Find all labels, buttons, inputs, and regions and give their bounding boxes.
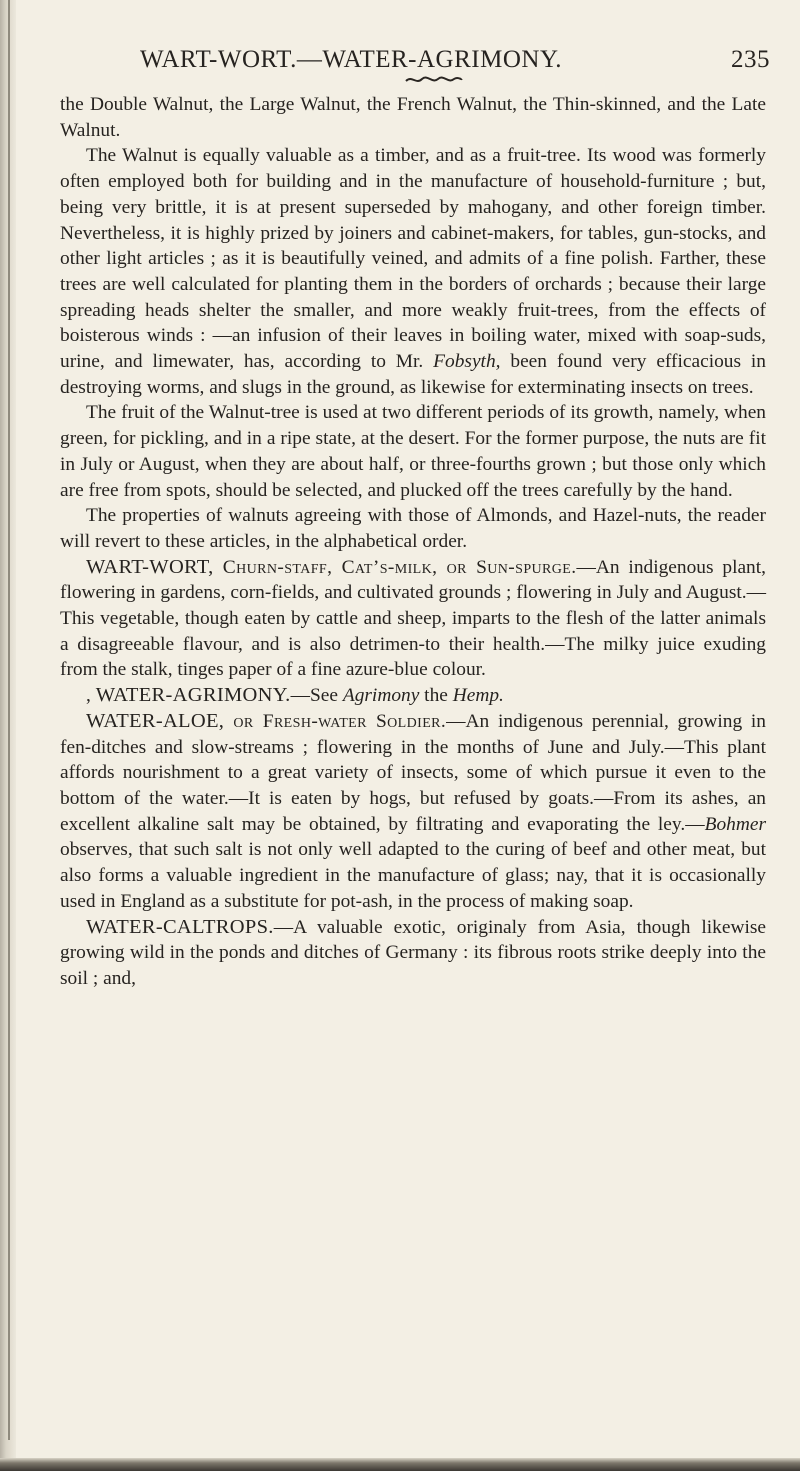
margin-mark: , [86, 685, 96, 707]
cross-reference-link: Agrimony [342, 685, 420, 707]
entry-headword: WATER-ALOE, [86, 709, 225, 732]
entry-water-caltrops [60, 915, 766, 992]
entry-body: —An indigenous perennial, growing in fen-ditches and slow-streams ; flowering in the months of June and July.—This plant affords nourishment to a great variety of insects, some of which pursue it even to the bottom of the water.—It is eaten by hogs, but refused by goats.—From its ashes, an excellent alkaline salt may be obtained, by filtrating and evaporating the ley.— [60, 710, 766, 835]
entry-body: observes, that such salt is not only well adapted to the curing of beef and other meat, but also forms a valuable ingredient in the manufacture of glass; nay, that it is occasionally used in England as a substitute for pot-ash, in the process of making soap. [60, 839, 766, 912]
running-head [140, 46, 770, 74]
running-head-title: WART-WORT.—WATER-AGRIMONY. [140, 46, 563, 73]
author-name: Bohmer [704, 813, 766, 835]
page-body [60, 92, 766, 992]
entry-body: —An indigenous plant, flowering in gardens, corn-fields, and cultivated grounds ; flowering in July and August.—This vegetable, though eaten by cattle and sheep, imparts to the flesh of the latter animals a disagreeable flavour, and is also detrimen-to their health.—The milky juice exuding from the stalk, tinges paper of a fine azure-blue colour. [60, 556, 766, 681]
entry-synonyms: or Fresh-water Soldier. [224, 710, 447, 732]
author-name: Fobsyth, [433, 351, 501, 373]
walnut-varieties-paragraph: the Double Walnut, the Large Walnut, the French Walnut, the Thin-skinned, and the Late Walnut. [60, 94, 766, 141]
entry-headword: WART-WORT, [86, 555, 214, 578]
walnut-timber-paragraph [60, 143, 766, 400]
cross-reference-text: the [419, 685, 453, 707]
entry-water-agrimony [60, 683, 766, 709]
page-number: 235 [731, 46, 770, 73]
entry-water-aloe [60, 709, 766, 915]
entry-wart-wort [60, 555, 766, 684]
entry-headword: WATER-AGRIMONY. [95, 684, 291, 707]
cross-reference-link: Hemp. [452, 685, 504, 707]
cross-reference-intro: —See [290, 685, 343, 707]
binding-edge-line [8, 0, 10, 1440]
ornament-rule [404, 74, 464, 86]
entry-synonyms: Churn-staff, Cat’s-milk, or Sun-spurge. [213, 556, 577, 578]
paragraph-text: been found very efficacious in destroying worms, and slugs in the ground, as likewise for exterminating insects on trees. [60, 351, 766, 398]
walnut-fruit-paragraph: The fruit of the Walnut-tree is used at two different periods of its growth, namely, when green, for pickling, and in a ripe state, at the desert. For the former purpose, the nuts are fit in July or August, when they are about half, or three-fourths grown ; but those only which are free from spots, should be selected, and plucked off the trees carefully by the hand. [60, 402, 766, 501]
entry-body: —A valuable exotic, originaly from Asia, though likewise growing wild in the ponds and ditches of Germany : its fibrous roots strike deeply into the soil ; and, [60, 916, 766, 989]
paragraph-text: The Walnut is equally valuable as a timber, and as a fruit-tree. Its wood was formerly often employed both for building and in the manufacture of household-furniture ; but, being very brittle, it is at present superseded by mahogany, and other foreign timber. Nevertheless, it is highly prized by joiners and cabinet-makers, for tables, gun-stocks, and other light articles ; as it is beautifully veined, and admits of a fine polish. Farther, these trees are well calculated for planting them in the borders of orchards ; because their large spreading heads shelter the smaller, and more weakly fruit-trees, from the effects of boisterous winds : —an infusion of their leaves in boiling water, mixed with soap-suds, urine, and limewater, has, according to Mr. [60, 145, 766, 373]
entry-headword: WATER-CALTROPS. [86, 915, 274, 938]
page-bottom-shadow [0, 1458, 800, 1471]
walnut-properties-paragraph: The properties of walnuts agreeing with those of Almonds, and Hazel-nuts, the reader will revert to these articles, in the alphabetical order. [60, 505, 766, 552]
